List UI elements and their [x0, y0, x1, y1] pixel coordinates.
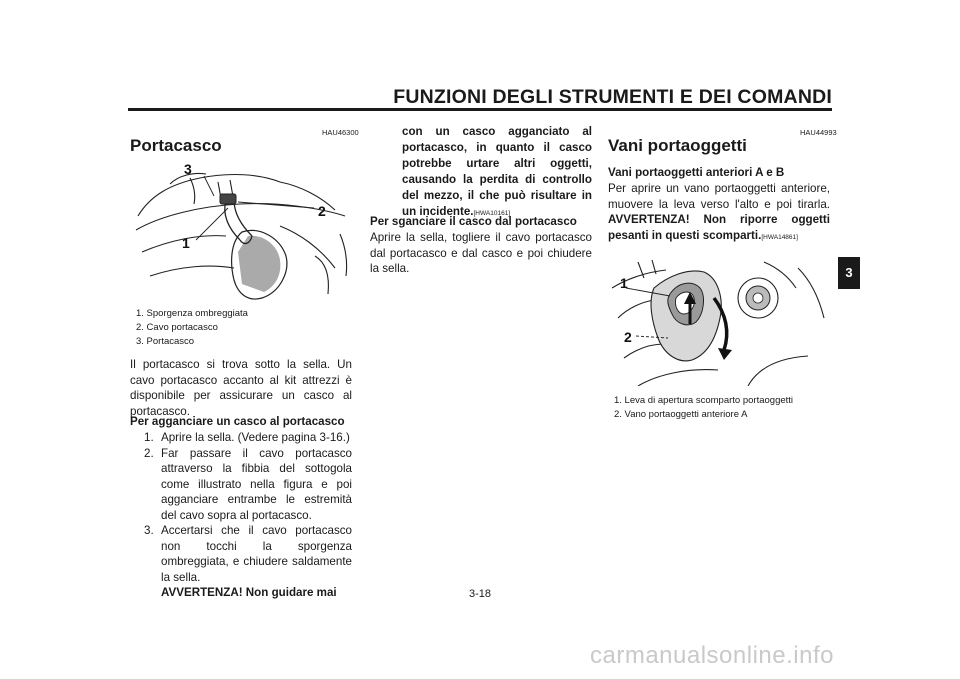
compartments-paragraph: Per aprire un vano portaoggetti anteriore, muovere la leva verso l'alto e poi tirarla. AVVERTENZA! Non riporre oggetti pesanti in questi scomparti.[HWA14861] — [608, 182, 830, 242]
helmet-holder-illustration — [130, 156, 352, 302]
storage-compartment-illustration — [608, 258, 830, 386]
release-heading: Per sganciare il casco dal portacasco — [370, 215, 577, 228]
callout-2: 2 — [318, 203, 326, 219]
step-item: 1. Aprire la sella. (Vedere pagina 3-16.) — [144, 431, 350, 444]
front-compartments-heading: Vani portaoggetti anteriori A e B — [608, 166, 785, 179]
attach-heading: Per agganciare un casco al portacasco — [130, 415, 345, 428]
caption-item: 1. Leva di apertura scomparto portaoggetti — [614, 395, 794, 406]
warning-code: [HWA14861] — [761, 233, 798, 241]
page-number: 3-18 — [468, 588, 492, 600]
callout-2: 2 — [624, 329, 632, 345]
callout-3: 3 — [184, 161, 192, 177]
caption-item: 2. Cavo portacasco — [136, 322, 218, 333]
header-rule — [128, 108, 832, 111]
release-paragraph: Aprire la sella, togliere il cavo portacasco dal portacasco e dal casco e poi chiudere la sella. — [370, 231, 592, 275]
chapter-title: FUNZIONI DEGLI STRUMENTI E DEI COMANDI — [393, 86, 832, 108]
caption-item: 3. Portacasco — [136, 336, 195, 347]
warning-code: [HWA10161] — [473, 210, 511, 217]
section-title-vani: Vani portaoggetti — [608, 136, 747, 155]
attach-steps — [130, 430, 352, 601]
section-code: HAU44993 — [800, 128, 837, 137]
figure-captions-right — [614, 394, 836, 422]
callout-1: 1 — [620, 275, 628, 291]
warning-start: AVVERTENZA! Non guidare mai — [161, 586, 337, 599]
intro-paragraph: Il portacasco si trova sotto la sella. Un cavo portacasco accanto al kit attrezzi è disponibile per assicurare un casco al portacasco. — [130, 358, 352, 418]
section-code: HAU46300 — [322, 128, 359, 137]
caption-item: 1. Sporgenza ombreggiata — [136, 308, 248, 319]
section-title-portacasco: Portacasco — [130, 136, 222, 155]
warning-continuation: con un casco agganciato al portacasco, in quanto il casco potrebbe urtare altri oggetti, causando la perdita di controllo del mezzo, il che può risultare in un incidente.[HWA10161] — [402, 125, 592, 218]
chapter-tab: 3 — [838, 257, 860, 289]
callout-1: 1 — [182, 235, 190, 251]
step-item: 2. Far passare il cavo portacasco attraverso la fibbia del sottogola come illustrato nella figura e poi agganciare entrambe le estremità del cavo sopra al portacasco. — [144, 446, 352, 522]
figure-captions-left — [136, 307, 358, 349]
step-item: 3. Accertarsi che il cavo portacasco non tocchi la sporgenza ombreggiata, e chiudere saldamente la sella. AVVERTENZA! Non guidare mai — [144, 524, 352, 599]
caption-item: 2. Vano portaoggetti anteriore A — [614, 409, 748, 420]
watermark: carmanualsonline.info — [590, 642, 834, 669]
